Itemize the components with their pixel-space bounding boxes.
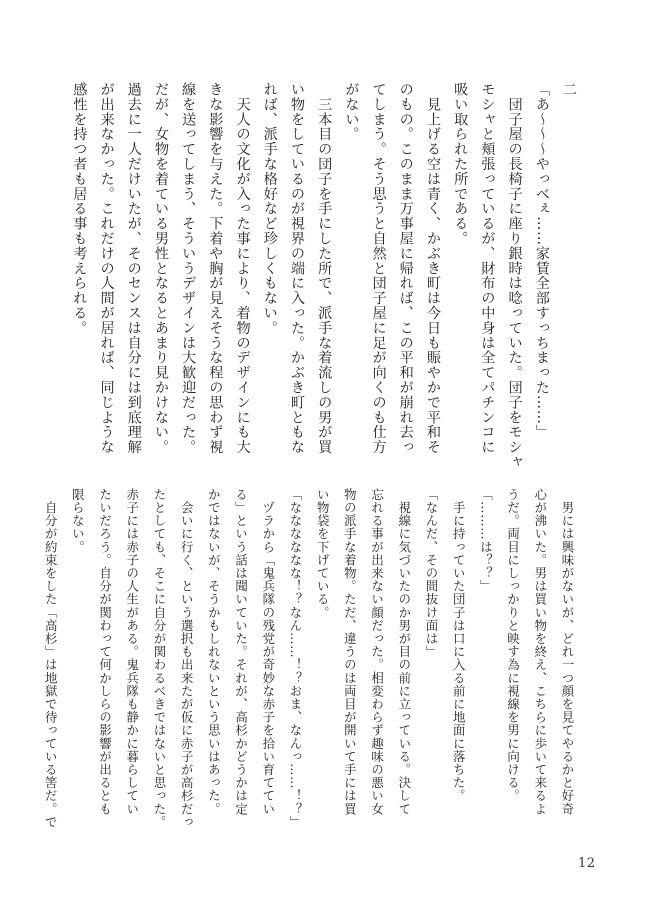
text-line: 「あ〜〜〜やっべぇ……家賃全部すっちまった……」 <box>533 82 550 440</box>
text-line: 男には興味がないが、どれ一つ顔を見てやるかと好奇 <box>560 488 575 816</box>
text-line: る」という話は聞いていた。それが、高杉かどうかは定 <box>233 488 249 816</box>
text-line: が出来なかった。これだけの人間が居れば、同じような <box>98 82 115 455</box>
text-line: てしまう。そう思うと自然と団子屋に足が向くのも仕方 <box>370 82 387 455</box>
text-line: 自分が約束をした「高杉」は地獄で待っている筈だ。で <box>43 488 59 829</box>
text-line: がない。 <box>343 82 360 142</box>
text-line: 三本目の団子を手にした所で、派手な着流しの男が買 <box>316 82 333 455</box>
text-line: れば、派手な格好など珍しくもない。 <box>261 82 278 336</box>
text-line: 過去に一人だけいたが、そのセンスは自分には到底理解 <box>125 82 142 455</box>
top-text-block <box>65 82 582 472</box>
text-line: のもの。このまま万事屋に帰れば、この平和が崩れ去っ <box>397 82 414 455</box>
text-line: 天人の文化が入った事により、着物のデザインにも大 <box>234 82 251 455</box>
text-line: 見上げる空は青く、かぶき町は今日も賑やかで平和そ <box>424 82 441 455</box>
bottom-text-block <box>37 488 581 828</box>
page-number: 12 <box>578 856 596 871</box>
text-line: 吸い取られた所である。 <box>452 82 469 246</box>
text-line: 忘れる事が出来ない顔だった。相変わらず趣味の悪い女 <box>369 488 385 816</box>
text-line: モシャと頬張っているが、財布の中身は全てパチンコに <box>479 82 496 455</box>
text-line: 「………は？？」 <box>478 488 494 593</box>
text-line: い物をしているのが視界の端に入った。かぶき町ともな <box>288 82 305 455</box>
text-line: 団子屋の長椅子に座り銀時は唸っていた。団子をモシャ <box>506 82 523 470</box>
text-line: 心が沸いた。男は買い物を終え、こちらに歩いて来るよ <box>532 488 548 816</box>
text-line: い物袋を下げている。 <box>315 488 331 619</box>
text-line: うだ。両目にしっかりと映す為に視線を男に向ける。 <box>505 488 521 803</box>
text-line: 線を送ってしまう、そういうデザインは大歓迎だった。 <box>180 82 197 455</box>
text-line: 限らない。 <box>70 488 86 554</box>
text-line: 感性を持つ者も居る事も考えられる。 <box>71 82 88 336</box>
text-line: 「なななななな！？なん……！？おま、なんっ……！？」 <box>287 488 303 829</box>
text-line: 手に持っていた団子は口に入る前に地面に落ちた。 <box>451 488 467 803</box>
text-line: 赤子には赤子の人生がある。鬼兵隊も静かに暮らしてい <box>124 488 140 816</box>
text-line: かではないが、そうかもしれないという思いはあった。 <box>206 488 222 816</box>
text-line: ヅラから「鬼兵隊の残党が奇妙な赤子を拾い育ててい <box>260 488 276 816</box>
text-line: 会いに行く、という選択も出来たが仮に赤子が高杉だっ <box>179 488 195 829</box>
text-line: 二 <box>561 82 577 97</box>
text-line: だが、女物を着ている男性となるとあまり見かけない。 <box>152 82 169 455</box>
text-line: 視線に気づいたのか男が目の前に立っている。決して <box>396 488 412 816</box>
text-line: 物の派手な着物。ただ、違うのは両目が開いて手には買 <box>342 488 358 816</box>
text-line: きな影響を与えた。下着や胸が見えそうな程の思わず視 <box>207 82 224 455</box>
text-line: たいだろう。自分が関わって何かしらの影響が出るとも <box>97 488 113 816</box>
text-line: 「なんだ、その間抜け面は」 <box>423 488 439 659</box>
text-line: たとしても、そこに自分が関わるべきではないと思った。 <box>151 488 167 829</box>
